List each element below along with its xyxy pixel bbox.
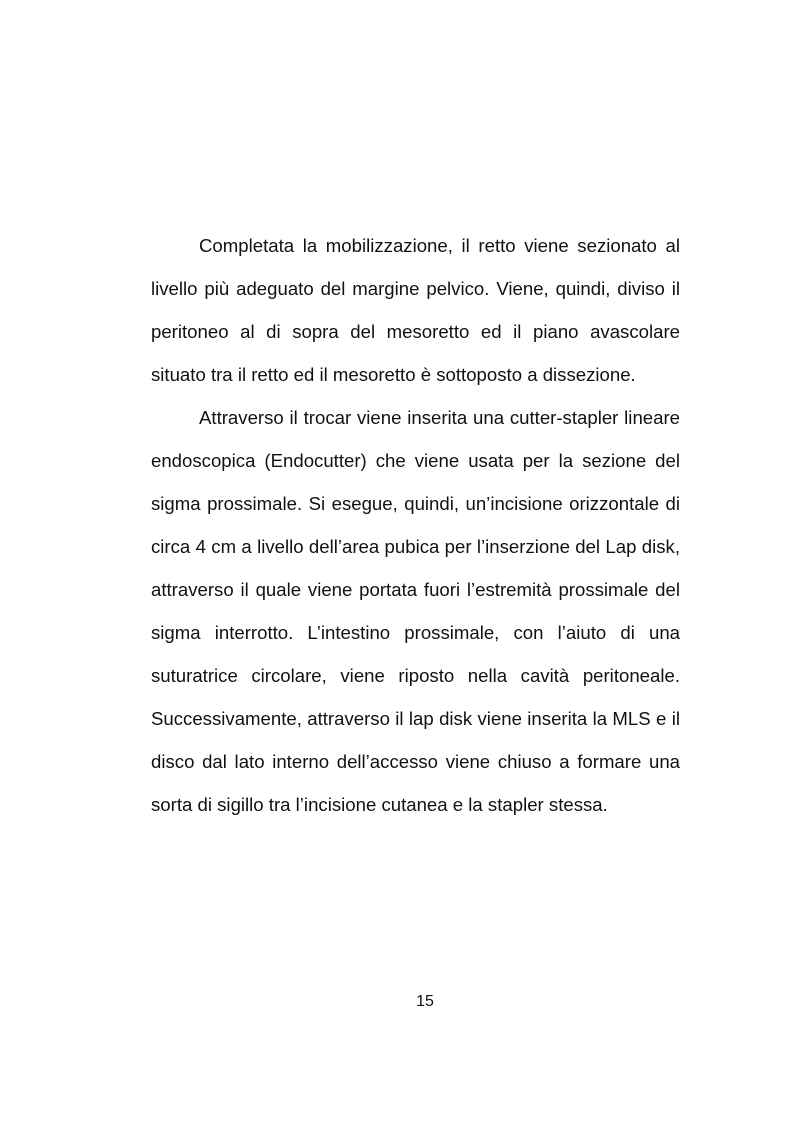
paragraph-1: Completata la mobilizzazione, il retto viene sezionato al livello più adeguato del margine pelvico. Viene, quindi, diviso il peritoneo al di sopra del mesoretto ed il piano avascolare situato tra il retto ed il mesoretto è sottoposto a dissezione. <box>151 235 680 385</box>
page-number: 15 <box>416 993 434 1010</box>
paragraph-2: Attraverso il trocar viene inserita una cutter-stapler lineare endoscopica (Endocutter) che viene usata per la sezione del sigma prossimale. Si esegue, quindi, un’incisione orizzontale di circa 4 cm a livello dell’area pubica per l’inserzione del Lap disk, attraverso il quale viene portata fuori l’estremità prossimale del sigma interrotto. L’intestino prossimale, con l’aiuto di una suturatrice circolare, viene riposto nella cavità peritoneale. Successivamente, attraverso il lap disk viene inserita la MLS e il disco dal lato interno dell’accesso viene chiuso a formare una sorta di sigillo tra l’incisione cutanea e la stapler stessa. <box>151 407 680 815</box>
body-text <box>151 224 680 826</box>
